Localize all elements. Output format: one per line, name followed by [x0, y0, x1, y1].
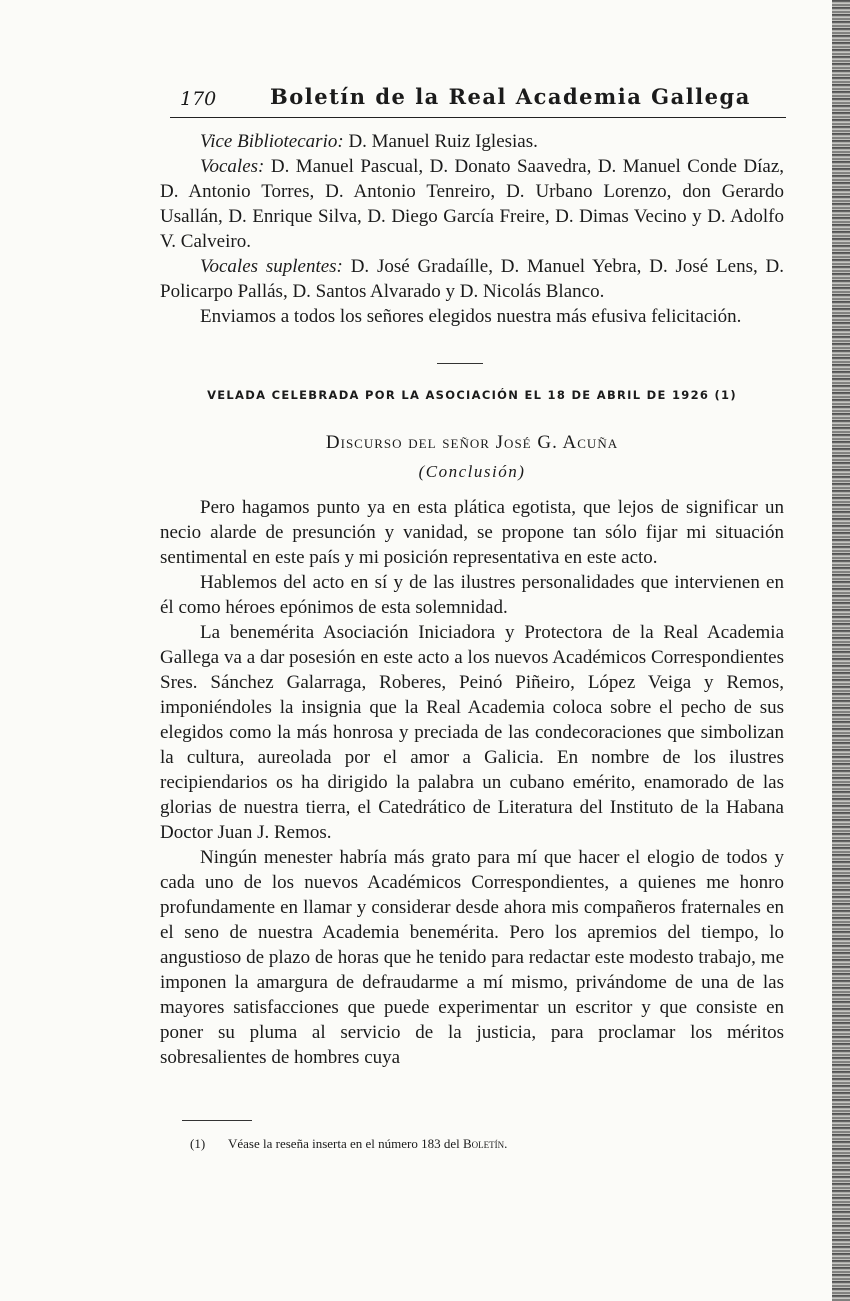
journal-title: Boletín de la Real Academia Gallega: [270, 84, 751, 109]
body-paragraph: Hablemos del acto en sí y de las ilustres personalidades que intervienen en él como héroes epónimos de esta solemnidad.: [160, 572, 784, 618]
officers-list: [160, 129, 784, 329]
header-rule: [170, 117, 786, 118]
vice-bibliotecario-line: [160, 129, 784, 154]
body-paragraph: Pero hagamos punto ya en esta plática egotista, que lejos de significar un necio alarde de presunción y vanidad, se propone tan sólo fijar mi situación sentimental en este país y mi posición representativa en este acto.: [160, 497, 784, 568]
footnote-text: Véase la reseña inserta en el número 183 del: [228, 1136, 463, 1151]
vice-label: Vice Bibliotecario:: [200, 131, 344, 152]
discourse-subtitle: (Conclusión): [418, 462, 526, 481]
discourse-title: Discurso del señor José G. Acuña: [325, 432, 619, 453]
footnote-journal: Boletín.: [462, 1136, 508, 1151]
suplentes-label: Vocales suplentes:: [200, 256, 343, 277]
suplentes-text: D. José Gradaílle, D. Manuel Yebra, D. José Lens, D. Policarpo Pallás, D. Santos Alvarado y D. Nicolás Blanco.: [160, 256, 784, 302]
vocales-text: D. Manuel Pascual, D. Donato Saavedra, D. Manuel Conde Díaz, D. Antonio Torres, D. Antonio Tenreiro, D. Urbano Lorenzo, don Gerardo Usallán, D. Enrique Silva, D. Diego García Freire, D. Dimas Vecino y D. Adolfo V. Calveiro.: [160, 156, 784, 252]
suplentes-paragraph: [160, 254, 784, 304]
body-paragraph: La benemérita Asociación Iniciadora y Protectora de la Real Academia Gallega va a dar posesión en este acto a los nuevos Académicos Correspondientes Sres. Sánchez Galarraga, Roberes, Peinó Piñeiro, López Veiga y Remos, imponiéndoles la insignia que la Real Academia coloca sobre el pecho de sus elegidos como la más honrosa y preciada de las condecoraciones que simbolizan la cultura, aureolada por el amor a Galicia. En nombre de los ilustres recipiendarios os ha dirigido la palabra un cubano emérito, enamorado de las glorias de nuestra tierra, el Catedrático de Literatura del Instituto de la Habana Doctor Juan J. Remos.: [160, 622, 784, 843]
section-separator: [437, 363, 483, 364]
page-number: 170: [180, 88, 217, 110]
footnote-rule: [182, 1120, 252, 1121]
vice-text: D. Manuel Ruiz Iglesias.: [343, 131, 538, 152]
body-paragraph: Ningún menester habría más grato para mí que hacer el elogio de todos y cada uno de los nuevos Académicos Correspondientes, a quienes me honro profundamente en llamar y considerar desde ahora mis compañeros fraternales en el seno de nuestra Academia benemérita. Pero los apremios del tiempo, lo angustioso de plazo de horas que he tenido para redactar este modesto trabajo, me imponen la amargura de defraudarme a mí mismo, privándome de una de las mayores satisfacciones que puede experimentar un escritor y que consiste en poner su pluma al servicio de la justicia, para proclamar los méritos sobresalientes de hombres cuya: [160, 847, 784, 1068]
discourse-body: [160, 495, 784, 1070]
page-edge-shadow: [832, 0, 850, 1301]
footnote-mark: (1): [190, 1136, 206, 1151]
section-title: VELADA CELEBRADA POR LA ASOCIACIÓN EL 18 DE ABRIL DE 1926 (1): [207, 388, 737, 402]
footnote: [190, 1136, 780, 1152]
running-header: [160, 82, 780, 116]
vocales-paragraph: [160, 154, 784, 254]
vocales-label: Vocales:: [200, 156, 265, 177]
closing-line: Enviamos a todos los señores elegidos nuestra más efusiva felicitación.: [200, 306, 742, 327]
